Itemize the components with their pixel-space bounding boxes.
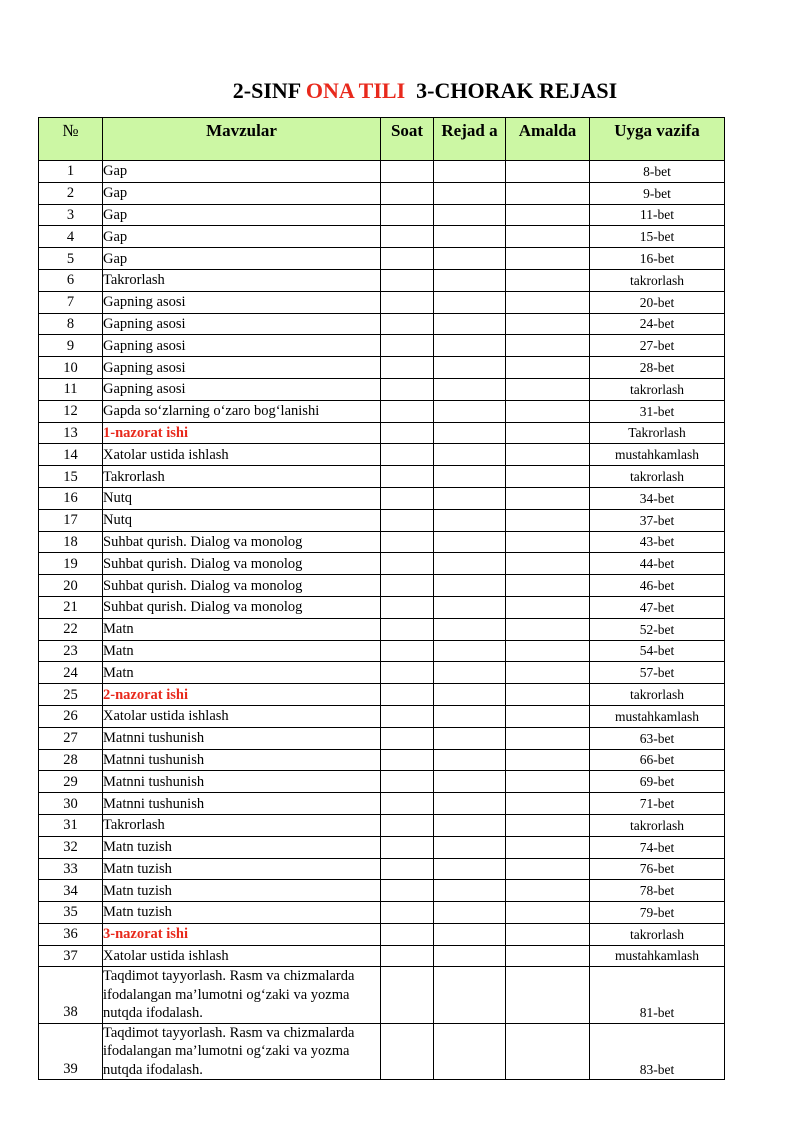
row-plan: [434, 814, 506, 836]
row-plan: [434, 161, 506, 183]
row-topic: Takrorlash: [103, 466, 381, 488]
row-topic: Gapda so‘zlarning o‘zaro bog‘lanishi: [103, 400, 381, 422]
row-topic: Gapning asosi: [103, 357, 381, 379]
row-topic: Gap: [103, 248, 381, 270]
row-hours: [381, 618, 434, 640]
row-hours: [381, 313, 434, 335]
table-row: [39, 836, 725, 858]
row-plan: [434, 444, 506, 466]
row-actual: [506, 640, 590, 662]
row-actual: [506, 313, 590, 335]
row-topic: Matnni tushunish: [103, 727, 381, 749]
table-row: [39, 640, 725, 662]
row-number: 3: [39, 204, 103, 226]
table-row: [39, 248, 725, 270]
row-topic: Matn tuzish: [103, 902, 381, 924]
row-plan: [434, 945, 506, 967]
row-number: 34: [39, 880, 103, 902]
row-topic: Takrorlash: [103, 814, 381, 836]
table-row: [39, 509, 725, 531]
row-number: 2: [39, 182, 103, 204]
row-plan: [434, 553, 506, 575]
row-actual: [506, 400, 590, 422]
table-row: [39, 793, 725, 815]
row-number: 19: [39, 553, 103, 575]
table-row: [39, 902, 725, 924]
row-topic: Suhbat qurish. Dialog va monolog: [103, 553, 381, 575]
row-hours: [381, 684, 434, 706]
row-topic: Matn tuzish: [103, 858, 381, 880]
row-topic: Gapning asosi: [103, 378, 381, 400]
row-topic: Gap: [103, 161, 381, 183]
row-plan: [434, 313, 506, 335]
row-plan: [434, 335, 506, 357]
row-homework: 46-bet: [590, 575, 725, 597]
row-topic: Matn tuzish: [103, 880, 381, 902]
row-plan: [434, 662, 506, 684]
row-topic: Matnni tushunish: [103, 793, 381, 815]
row-hours: [381, 248, 434, 270]
row-homework: takrorlash: [590, 923, 725, 945]
table-row: [39, 596, 725, 618]
title-quarter: 3-CHORAK REJASI: [405, 78, 618, 103]
table-row: [39, 858, 725, 880]
row-number: 21: [39, 596, 103, 618]
row-homework: 57-bet: [590, 662, 725, 684]
row-topic: Nutq: [103, 487, 381, 509]
row-number: 28: [39, 749, 103, 771]
row-homework: 43-bet: [590, 531, 725, 553]
row-homework: 63-bet: [590, 727, 725, 749]
row-topic: Taqdimot tayyorlash. Rasm va chizmalarda ifodalangan ma’lumotni og‘zaki va yozma nutqda ifodalash.: [103, 1023, 381, 1080]
row-homework: takrorlash: [590, 269, 725, 291]
row-homework: 78-bet: [590, 880, 725, 902]
table-row: [39, 335, 725, 357]
table-row: [39, 880, 725, 902]
row-plan: [434, 182, 506, 204]
table-row: [39, 422, 725, 444]
row-hours: [381, 422, 434, 444]
row-hours: [381, 858, 434, 880]
row-homework: 28-bet: [590, 357, 725, 379]
row-number: 39: [39, 1023, 103, 1080]
row-actual: [506, 880, 590, 902]
row-number: 10: [39, 357, 103, 379]
row-plan: [434, 793, 506, 815]
row-homework: 27-bet: [590, 335, 725, 357]
table-row: [39, 967, 725, 1024]
row-topic: Gapning asosi: [103, 313, 381, 335]
row-hours: [381, 705, 434, 727]
table-row: [39, 313, 725, 335]
row-plan: [434, 1023, 506, 1080]
table-row: [39, 553, 725, 575]
row-number: 37: [39, 945, 103, 967]
row-hours: [381, 1023, 434, 1080]
row-actual: [506, 1023, 590, 1080]
row-number: 25: [39, 684, 103, 706]
row-hours: [381, 880, 434, 902]
row-plan: [434, 967, 506, 1024]
row-plan: [434, 596, 506, 618]
row-actual: [506, 422, 590, 444]
row-number: 8: [39, 313, 103, 335]
row-homework: 15-bet: [590, 226, 725, 248]
row-homework: 34-bet: [590, 487, 725, 509]
row-plan: [434, 248, 506, 270]
row-number: 17: [39, 509, 103, 531]
row-hours: [381, 466, 434, 488]
row-actual: [506, 487, 590, 509]
row-homework: 74-bet: [590, 836, 725, 858]
row-actual: [506, 618, 590, 640]
row-hours: [381, 945, 434, 967]
row-actual: [506, 204, 590, 226]
table-header-row: [39, 118, 725, 161]
row-topic: Gap: [103, 204, 381, 226]
row-plan: [434, 378, 506, 400]
header-plan: Rejad a: [434, 118, 506, 161]
table-row: [39, 771, 725, 793]
row-topic: 1-nazorat ishi: [103, 422, 381, 444]
row-topic: Matn: [103, 640, 381, 662]
row-actual: [506, 466, 590, 488]
table-row: [39, 749, 725, 771]
row-number: 35: [39, 902, 103, 924]
table-row: [39, 466, 725, 488]
row-hours: [381, 378, 434, 400]
row-actual: [506, 902, 590, 924]
row-actual: [506, 182, 590, 204]
row-plan: [434, 269, 506, 291]
row-actual: [506, 531, 590, 553]
row-homework: mustahkamlash: [590, 945, 725, 967]
row-plan: [434, 487, 506, 509]
row-number: 30: [39, 793, 103, 815]
row-plan: [434, 466, 506, 488]
table-row: [39, 487, 725, 509]
row-homework: takrorlash: [590, 684, 725, 706]
row-hours: [381, 531, 434, 553]
row-homework: 66-bet: [590, 749, 725, 771]
row-plan: [434, 575, 506, 597]
header-number: №: [39, 118, 103, 161]
row-plan: [434, 204, 506, 226]
row-plan: [434, 923, 506, 945]
table-row: [39, 814, 725, 836]
row-number: 14: [39, 444, 103, 466]
row-actual: [506, 662, 590, 684]
row-actual: [506, 161, 590, 183]
row-number: 20: [39, 575, 103, 597]
row-actual: [506, 226, 590, 248]
table-row: [39, 575, 725, 597]
row-actual: [506, 444, 590, 466]
row-actual: [506, 575, 590, 597]
row-actual: [506, 335, 590, 357]
row-topic: Gap: [103, 226, 381, 248]
table-row: [39, 618, 725, 640]
row-hours: [381, 793, 434, 815]
row-topic: 3-nazorat ishi: [103, 923, 381, 945]
row-number: 13: [39, 422, 103, 444]
row-hours: [381, 444, 434, 466]
row-plan: [434, 705, 506, 727]
table-row: [39, 400, 725, 422]
row-topic: Taqdimot tayyorlash. Rasm va chizmalarda ifodalangan ma’lumotni og‘zaki va yozma nutqda ifodalash.: [103, 967, 381, 1024]
row-number: 38: [39, 967, 103, 1024]
row-topic: Matn: [103, 618, 381, 640]
table-row: [39, 684, 725, 706]
table-row: [39, 727, 725, 749]
row-plan: [434, 858, 506, 880]
row-topic: Gap: [103, 182, 381, 204]
row-actual: [506, 945, 590, 967]
header-topics: Mavzular: [103, 118, 381, 161]
row-topic: Takrorlash: [103, 269, 381, 291]
row-actual: [506, 248, 590, 270]
row-homework: 76-bet: [590, 858, 725, 880]
row-hours: [381, 967, 434, 1024]
row-number: 24: [39, 662, 103, 684]
row-actual: [506, 378, 590, 400]
row-plan: [434, 400, 506, 422]
row-homework: 37-bet: [590, 509, 725, 531]
row-hours: [381, 836, 434, 858]
row-homework: 31-bet: [590, 400, 725, 422]
row-number: 23: [39, 640, 103, 662]
title-subject: ONA TILI: [305, 78, 406, 103]
row-plan: [434, 727, 506, 749]
row-actual: [506, 596, 590, 618]
row-plan: [434, 836, 506, 858]
row-hours: [381, 902, 434, 924]
row-topic: Xatolar ustida ishlash: [103, 444, 381, 466]
row-homework: 47-bet: [590, 596, 725, 618]
row-hours: [381, 487, 434, 509]
row-number: 16: [39, 487, 103, 509]
row-topic: Nutq: [103, 509, 381, 531]
row-hours: [381, 662, 434, 684]
row-number: 26: [39, 705, 103, 727]
row-hours: [381, 727, 434, 749]
row-topic: Matn tuzish: [103, 836, 381, 858]
row-plan: [434, 749, 506, 771]
row-number: 7: [39, 291, 103, 313]
row-number: 18: [39, 531, 103, 553]
row-homework: 16-bet: [590, 248, 725, 270]
header-hours: Soat: [381, 118, 434, 161]
row-homework: 79-bet: [590, 902, 725, 924]
row-topic: Xatolar ustida ishlash: [103, 705, 381, 727]
row-number: 32: [39, 836, 103, 858]
header-actual: Amalda: [506, 118, 590, 161]
row-homework: 71-bet: [590, 793, 725, 815]
row-plan: [434, 880, 506, 902]
row-hours: [381, 749, 434, 771]
row-homework: 9-bet: [590, 182, 725, 204]
row-number: 12: [39, 400, 103, 422]
row-homework: mustahkamlash: [590, 444, 725, 466]
row-plan: [434, 226, 506, 248]
row-hours: [381, 575, 434, 597]
row-homework: 52-bet: [590, 618, 725, 640]
row-actual: [506, 858, 590, 880]
row-actual: [506, 269, 590, 291]
row-number: 4: [39, 226, 103, 248]
row-homework: Takrorlash: [590, 422, 725, 444]
row-homework: takrorlash: [590, 378, 725, 400]
row-actual: [506, 814, 590, 836]
header-homework: Uyga vazifa: [590, 118, 725, 161]
row-number: 5: [39, 248, 103, 270]
row-homework: 69-bet: [590, 771, 725, 793]
table-row: [39, 1023, 725, 1080]
row-plan: [434, 902, 506, 924]
row-actual: [506, 684, 590, 706]
row-actual: [506, 923, 590, 945]
row-topic: Xatolar ustida ishlash: [103, 945, 381, 967]
row-plan: [434, 422, 506, 444]
row-homework: 83-bet: [590, 1023, 725, 1080]
table-row: [39, 705, 725, 727]
table-row: [39, 378, 725, 400]
row-actual: [506, 771, 590, 793]
table-row: [39, 204, 725, 226]
row-number: 1: [39, 161, 103, 183]
table-row: [39, 662, 725, 684]
row-homework: 20-bet: [590, 291, 725, 313]
row-number: 33: [39, 858, 103, 880]
row-homework: mustahkamlash: [590, 705, 725, 727]
row-hours: [381, 161, 434, 183]
row-topic: Suhbat qurish. Dialog va monolog: [103, 596, 381, 618]
row-hours: [381, 814, 434, 836]
row-number: 36: [39, 923, 103, 945]
table-row: [39, 226, 725, 248]
row-topic: Matnni tushunish: [103, 749, 381, 771]
row-topic: Matn: [103, 662, 381, 684]
row-actual: [506, 793, 590, 815]
row-plan: [434, 531, 506, 553]
row-homework: 11-bet: [590, 204, 725, 226]
row-number: 31: [39, 814, 103, 836]
row-hours: [381, 357, 434, 379]
row-plan: [434, 771, 506, 793]
row-hours: [381, 771, 434, 793]
row-plan: [434, 357, 506, 379]
row-number: 9: [39, 335, 103, 357]
row-topic: Gapning asosi: [103, 291, 381, 313]
row-hours: [381, 269, 434, 291]
row-plan: [434, 509, 506, 531]
row-homework: 81-bet: [590, 967, 725, 1024]
row-actual: [506, 509, 590, 531]
row-actual: [506, 836, 590, 858]
row-homework: takrorlash: [590, 466, 725, 488]
row-actual: [506, 291, 590, 313]
row-number: 6: [39, 269, 103, 291]
table-row: [39, 161, 725, 183]
row-number: 29: [39, 771, 103, 793]
row-hours: [381, 291, 434, 313]
title-grade: 2-SINF: [232, 78, 306, 103]
row-actual: [506, 727, 590, 749]
row-homework: takrorlash: [590, 814, 725, 836]
table-row: [39, 357, 725, 379]
row-number: 27: [39, 727, 103, 749]
page-title: [0, 76, 800, 106]
row-topic: Matnni tushunish: [103, 771, 381, 793]
row-actual: [506, 357, 590, 379]
row-plan: [434, 640, 506, 662]
row-plan: [434, 291, 506, 313]
table-row: [39, 182, 725, 204]
row-number: 22: [39, 618, 103, 640]
row-actual: [506, 967, 590, 1024]
row-actual: [506, 705, 590, 727]
row-homework: 8-bet: [590, 161, 725, 183]
table-row: [39, 291, 725, 313]
row-actual: [506, 749, 590, 771]
table-body: [39, 161, 725, 1080]
lesson-plan-table: [38, 117, 725, 1080]
row-hours: [381, 204, 434, 226]
row-plan: [434, 684, 506, 706]
table-row: [39, 923, 725, 945]
row-homework: 24-bet: [590, 313, 725, 335]
row-hours: [381, 553, 434, 575]
row-topic: 2-nazorat ishi: [103, 684, 381, 706]
table-row: [39, 945, 725, 967]
row-actual: [506, 553, 590, 575]
row-hours: [381, 335, 434, 357]
row-hours: [381, 923, 434, 945]
row-hours: [381, 509, 434, 531]
row-homework: 44-bet: [590, 553, 725, 575]
row-topic: Suhbat qurish. Dialog va monolog: [103, 531, 381, 553]
row-hours: [381, 640, 434, 662]
row-hours: [381, 596, 434, 618]
row-hours: [381, 226, 434, 248]
table-row: [39, 531, 725, 553]
row-homework: 54-bet: [590, 640, 725, 662]
row-hours: [381, 182, 434, 204]
row-number: 11: [39, 378, 103, 400]
row-plan: [434, 618, 506, 640]
table-row: [39, 444, 725, 466]
row-topic: Suhbat qurish. Dialog va monolog: [103, 575, 381, 597]
row-topic: Gapning asosi: [103, 335, 381, 357]
table-row: [39, 269, 725, 291]
row-number: 15: [39, 466, 103, 488]
row-hours: [381, 400, 434, 422]
